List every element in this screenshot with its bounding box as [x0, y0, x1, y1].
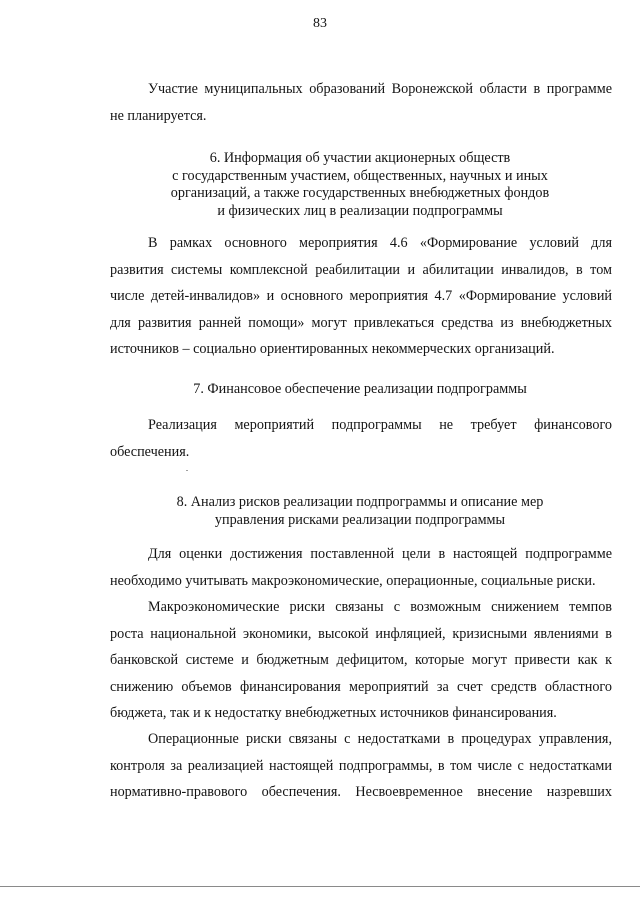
- section-8-paragraph-1: [110, 541, 612, 594]
- paragraph-line: роста национальной экономики, высокой инфляцией, кризисными явлениями в: [110, 625, 612, 642]
- paragraph-line: банковской системе и бюджетным дефицитом, которые могут привести как к: [110, 652, 612, 668]
- paragraph-line: числе детей-инвалидов» и основного мероприятия 4.7 «Формирование условий: [110, 288, 612, 304]
- paragraph-line: снижению объемов финансирования мероприятий за счет средств областного: [110, 678, 612, 695]
- paragraph-line: контроля за реализацией настоящей подпрограммы, в том числе с недостатками: [110, 757, 612, 774]
- section-7-heading: [150, 381, 570, 399]
- heading-line: 6. Информация об участии акционерных обществ: [209, 150, 511, 166]
- paragraph-line: не планируется.: [110, 107, 207, 124]
- paragraph-line: Для оценки достижения поставленной цели в настоящей подпрограмме: [148, 546, 612, 562]
- paragraph-line: нормативно-правового обеспечения. Несвоевременное внесение назревших: [110, 784, 612, 800]
- heading-line: 8. Анализ рисков реализации подпрограммы и описание мер: [176, 494, 544, 510]
- paragraph-line: Реализация мероприятий подпрограммы не требует финансового: [148, 417, 612, 433]
- heading-line: организаций, а также государственных внебюджетных фондов: [170, 185, 550, 201]
- scan-speck: [186, 470, 188, 471]
- heading-line: и физических лиц в реализации подпрограммы: [217, 202, 503, 219]
- paragraph-line: развития системы комплексной реабилитации и абилитации инвалидов, в том: [110, 261, 612, 278]
- paragraph-line: обеспечения.: [110, 443, 190, 460]
- paragraph-line: В рамках основного мероприятия 4.6 «Формирование условий для: [148, 235, 612, 251]
- section-8-paragraph-2: [110, 594, 612, 727]
- paragraph-line: для развития ранней помощи» могут привлекаться средства из внебюджетных: [110, 314, 612, 331]
- heading-line: управления рисками реализации подпрограммы: [214, 511, 506, 528]
- section-8-heading: [150, 494, 570, 529]
- section-8-paragraph-3: [110, 726, 612, 806]
- intro-paragraph: [110, 76, 612, 129]
- heading-line: с государственным участием, общественных, научных и иных: [172, 167, 548, 184]
- paragraph-line: необходимо учитывать макроэкономические, операционные, социальные риски.: [110, 572, 596, 589]
- section-7-paragraph: [110, 412, 612, 465]
- paragraph-line: бюджета, так и к недостатку внебюджетных источников финансирования.: [110, 705, 557, 721]
- paragraph-line: Операционные риски связаны с недостатками в процедурах управления,: [148, 731, 612, 747]
- section-6-heading: [150, 150, 570, 220]
- heading-line: 7. Финансовое обеспечение реализации подпрограммы: [193, 381, 527, 397]
- page-number: 83: [313, 16, 327, 31]
- paragraph-line: источников – социально ориентированных некоммерческих организаций.: [110, 341, 555, 357]
- paragraph-line: Макроэкономические риски связаны с возможным снижением темпов: [148, 599, 612, 615]
- bottom-scan-edge: [0, 886, 640, 887]
- paragraph-line: Участие муниципальных образований Воронежской области в программе: [148, 81, 612, 97]
- section-6-paragraph: [110, 230, 612, 363]
